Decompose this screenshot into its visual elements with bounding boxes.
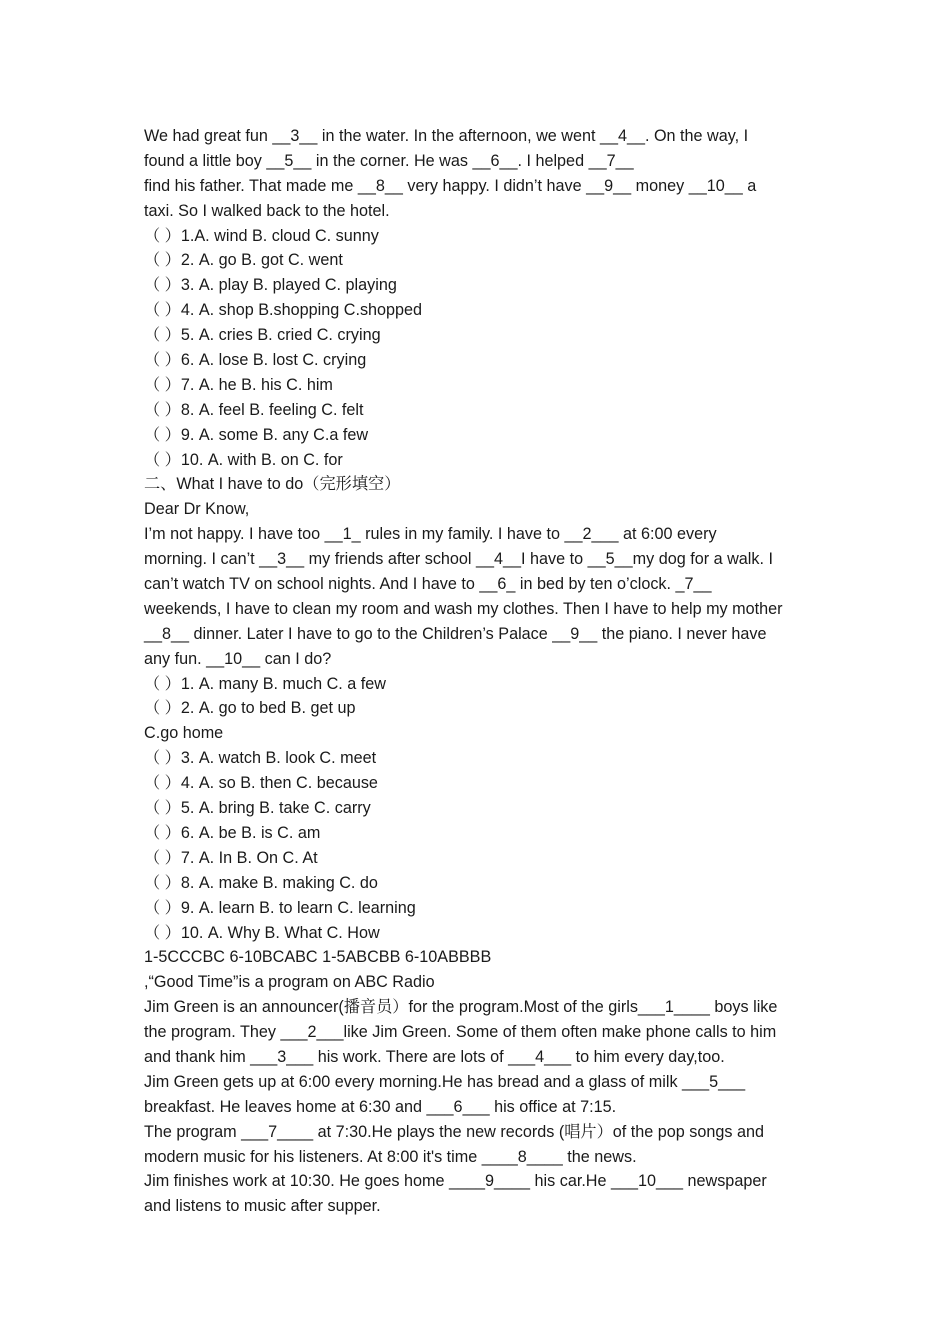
question-item: （ ）8. A. make B. making C. do [144,873,378,892]
passage-line: and thank him ___3___ his work. There are lots of ___4___ to him every day,too. [144,1047,725,1066]
passage-line: the program. They ___2___like Jim Green. Some of them often make phone calls to him [144,1023,777,1042]
question-item: （ ）1. A. many B. much C. a few [144,674,386,693]
question-item-continuation: C.go home [144,724,224,743]
passage-line: morning. I can’t __3__ my friends after school __4__I have to __5__my dog for a walk. I [144,550,773,569]
question-item: （ ）2. A. go B. got C. went [144,251,343,270]
question-item: （ ）10. A. with B. on C. for [144,450,343,469]
question-item: （ ）6. A. be B. is C. am [144,823,321,842]
passage-line: find his father. That made me __8__ very happy. I didn’t have __9__ money __10__ a [144,176,757,195]
passage-line: I’m not happy. I have too __1_ rules in my family. I have to __2___ at 6:00 every [144,525,717,544]
question-item: （ ）4. A. so B. then C. because [144,774,378,793]
passage-line: modern music for his listeners. At 8:00 it's time ____8____ the news. [144,1147,637,1166]
document-body [144,124,814,1219]
passage-line: We had great fun __3__ in the water. In the afternoon, we went __4__. On the way, I [144,127,749,145]
question-item: （ ）6. A. lose B. lost C. crying [144,351,367,370]
answer-key: 1-5CCCBC 6-10BCABC 1-5ABCBB 6-10ABBBB [144,948,492,967]
question-item: （ ）7. A. he B. his C. him [144,375,333,394]
passage-line: can’t watch TV on school nights. And I have to __6_ in bed by ten o’clock. _7__ [144,575,712,594]
question-item: （ ）5. A. cries B. cried C. crying [144,326,381,345]
passage-title: ,“Good Time”is a program on ABC Radio [144,973,435,992]
question-item: （ ）7. A. In B. On C. At [144,848,318,867]
question-item: （ ）1.A. wind B. cloud C. sunny [144,226,379,245]
section-heading: 二、What I have to do（完形填空） [144,475,401,494]
passage-line: The program ___7____ at 7:30.He plays the new records (唱片）of the pop songs and [144,1122,764,1141]
question-item: （ ）8. A. feel B. feeling C. felt [144,400,364,419]
question-item: （ ）3. A. play B. played C. playing [144,276,397,295]
passage-line: Jim finishes work at 10:30. He goes home ____9____ his car.He ___10___ newspaper [144,1172,767,1191]
passage-line: breakfast. He leaves home at 6:30 and ___6___ his office at 7:15. [144,1097,617,1116]
letter-salutation: Dear Dr Know, [144,500,250,519]
passage-line: Jim Green gets up at 6:00 every morning.He has bread and a glass of milk ___5___ [144,1072,746,1091]
question-item: （ ）4. A. shop B.shopping C.shopped [144,301,423,320]
passage-line: weekends, I have to clean my room and wash my clothes. Then I have to help my mother [144,599,783,618]
question-item: （ ）5. A. bring B. take C. carry [144,799,371,818]
question-item: （ ）10. A. Why B. What C. How [144,923,380,942]
question-item: （ ）9. A. some B. any C.a few [144,425,369,444]
passage-line: taxi. So I walked back to the hotel. [144,201,390,220]
passage-line: found a little boy __5__ in the corner. He was __6__. I helped __7__ [144,151,634,170]
question-item: （ ）9. A. learn B. to learn C. learning [144,898,416,917]
question-item: （ ）3. A. watch B. look C. meet [144,749,377,768]
passage-line: any fun. __10__ can I do? [144,649,332,668]
passage-line: and listens to music after supper. [144,1197,381,1216]
passage-line: __8__ dinner. Later I have to go to the Children’s Palace __9__ the piano. I never have [144,624,767,643]
passage-line: Jim Green is an announcer(播音员）for the program.Most of the girls___1____ boys like [144,998,778,1017]
question-item: （ ）2. A. go to bed B. get up [144,699,356,718]
